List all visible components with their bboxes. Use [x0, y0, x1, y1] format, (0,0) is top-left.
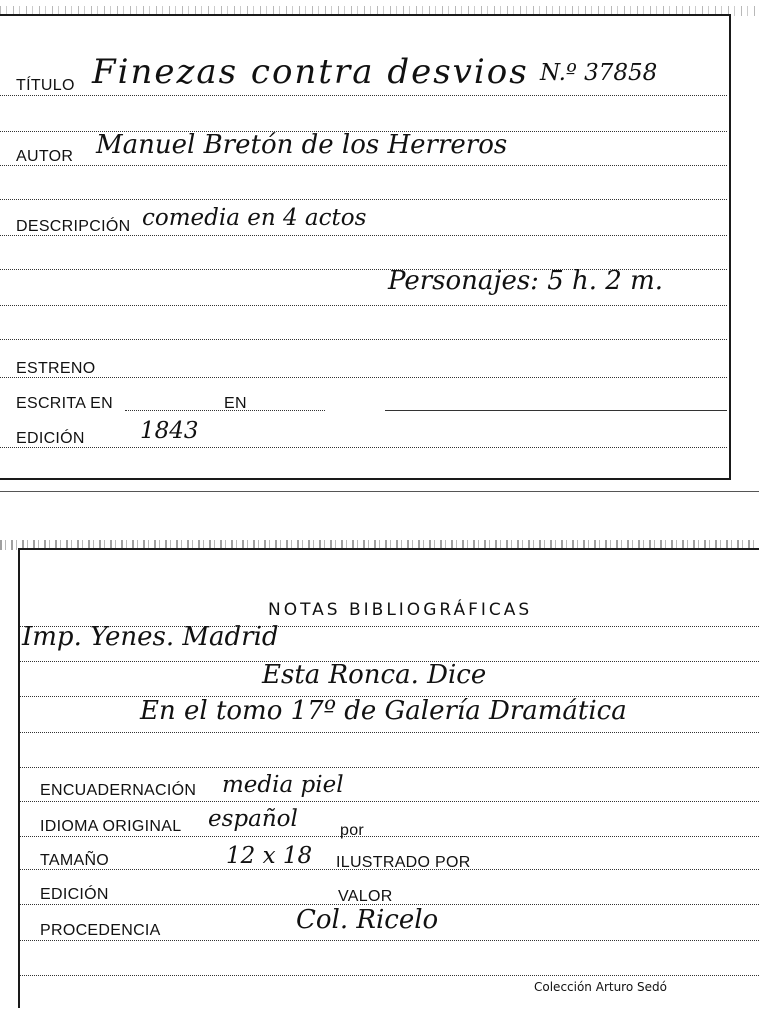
descripcion-value: comedia en 4 actos	[142, 205, 367, 231]
rule-b4	[20, 732, 759, 733]
rule-idioma	[20, 836, 759, 837]
rule-4	[0, 199, 727, 200]
autor-value: Manuel Bretón de los Herreros	[96, 130, 508, 160]
autor-label: AUTOR	[16, 148, 74, 165]
estreno-label: ESTRENO	[16, 360, 96, 377]
ilustrado-label: ILUSTRADO POR	[336, 854, 471, 871]
separator	[0, 491, 759, 492]
encuadernacion-value: media piel	[222, 772, 344, 798]
edicion-b-label: EDICIÓN	[40, 886, 109, 903]
idioma-label: IDIOMA ORIGINAL	[40, 818, 182, 835]
numero-value: N.º 37858	[540, 60, 658, 86]
tamano-value: 12 x 18	[226, 843, 313, 869]
edicion-value: 1843	[140, 418, 199, 444]
en-label: EN	[224, 395, 247, 412]
personajes-value: Personajes: 5 h. 2 m.	[388, 266, 664, 296]
descripcion-label: DESCRIPCIÓN	[16, 218, 131, 235]
notas-header: NOTAS BIBLIOGRÁFICAS	[268, 600, 533, 620]
rule-8	[0, 339, 727, 340]
titulo-value: Finezas contra desvios	[92, 52, 529, 92]
rule-escrita-b	[385, 410, 727, 411]
rule-7	[0, 305, 727, 306]
rule-autor	[0, 165, 727, 166]
procedencia-value: Col. Ricelo	[296, 905, 439, 935]
escrita-label: ESCRITA EN	[16, 395, 113, 412]
punch-hole	[325, 382, 383, 440]
idioma-value: español	[208, 806, 298, 832]
encuadernacion-label: ENCUADERNACIÓN	[40, 782, 197, 799]
rule-edicion	[0, 447, 727, 448]
rule-encuad	[20, 801, 759, 802]
rule-estreno	[0, 377, 727, 378]
titulo-label: TÍTULO	[16, 77, 75, 94]
rule-titulo	[0, 95, 727, 96]
rule-b11	[20, 975, 759, 976]
tamano-label: TAMAÑO	[40, 852, 110, 869]
collection-credit: Colección Arturo Sedó	[534, 980, 667, 994]
edicion-label: EDICIÓN	[16, 430, 85, 447]
rule-b5	[20, 767, 759, 768]
note-line-3: En el tomo 17º de Galería Dramática	[140, 696, 627, 726]
note-line-1: Imp. Yenes. Madrid	[22, 622, 279, 652]
por-label: por	[340, 822, 365, 839]
note-line-2: Esta Ronca. Dice	[262, 660, 487, 690]
procedencia-label: PROCEDENCIA	[40, 922, 161, 939]
rule-procedencia	[20, 940, 759, 941]
valor-label: VALOR	[338, 888, 393, 905]
